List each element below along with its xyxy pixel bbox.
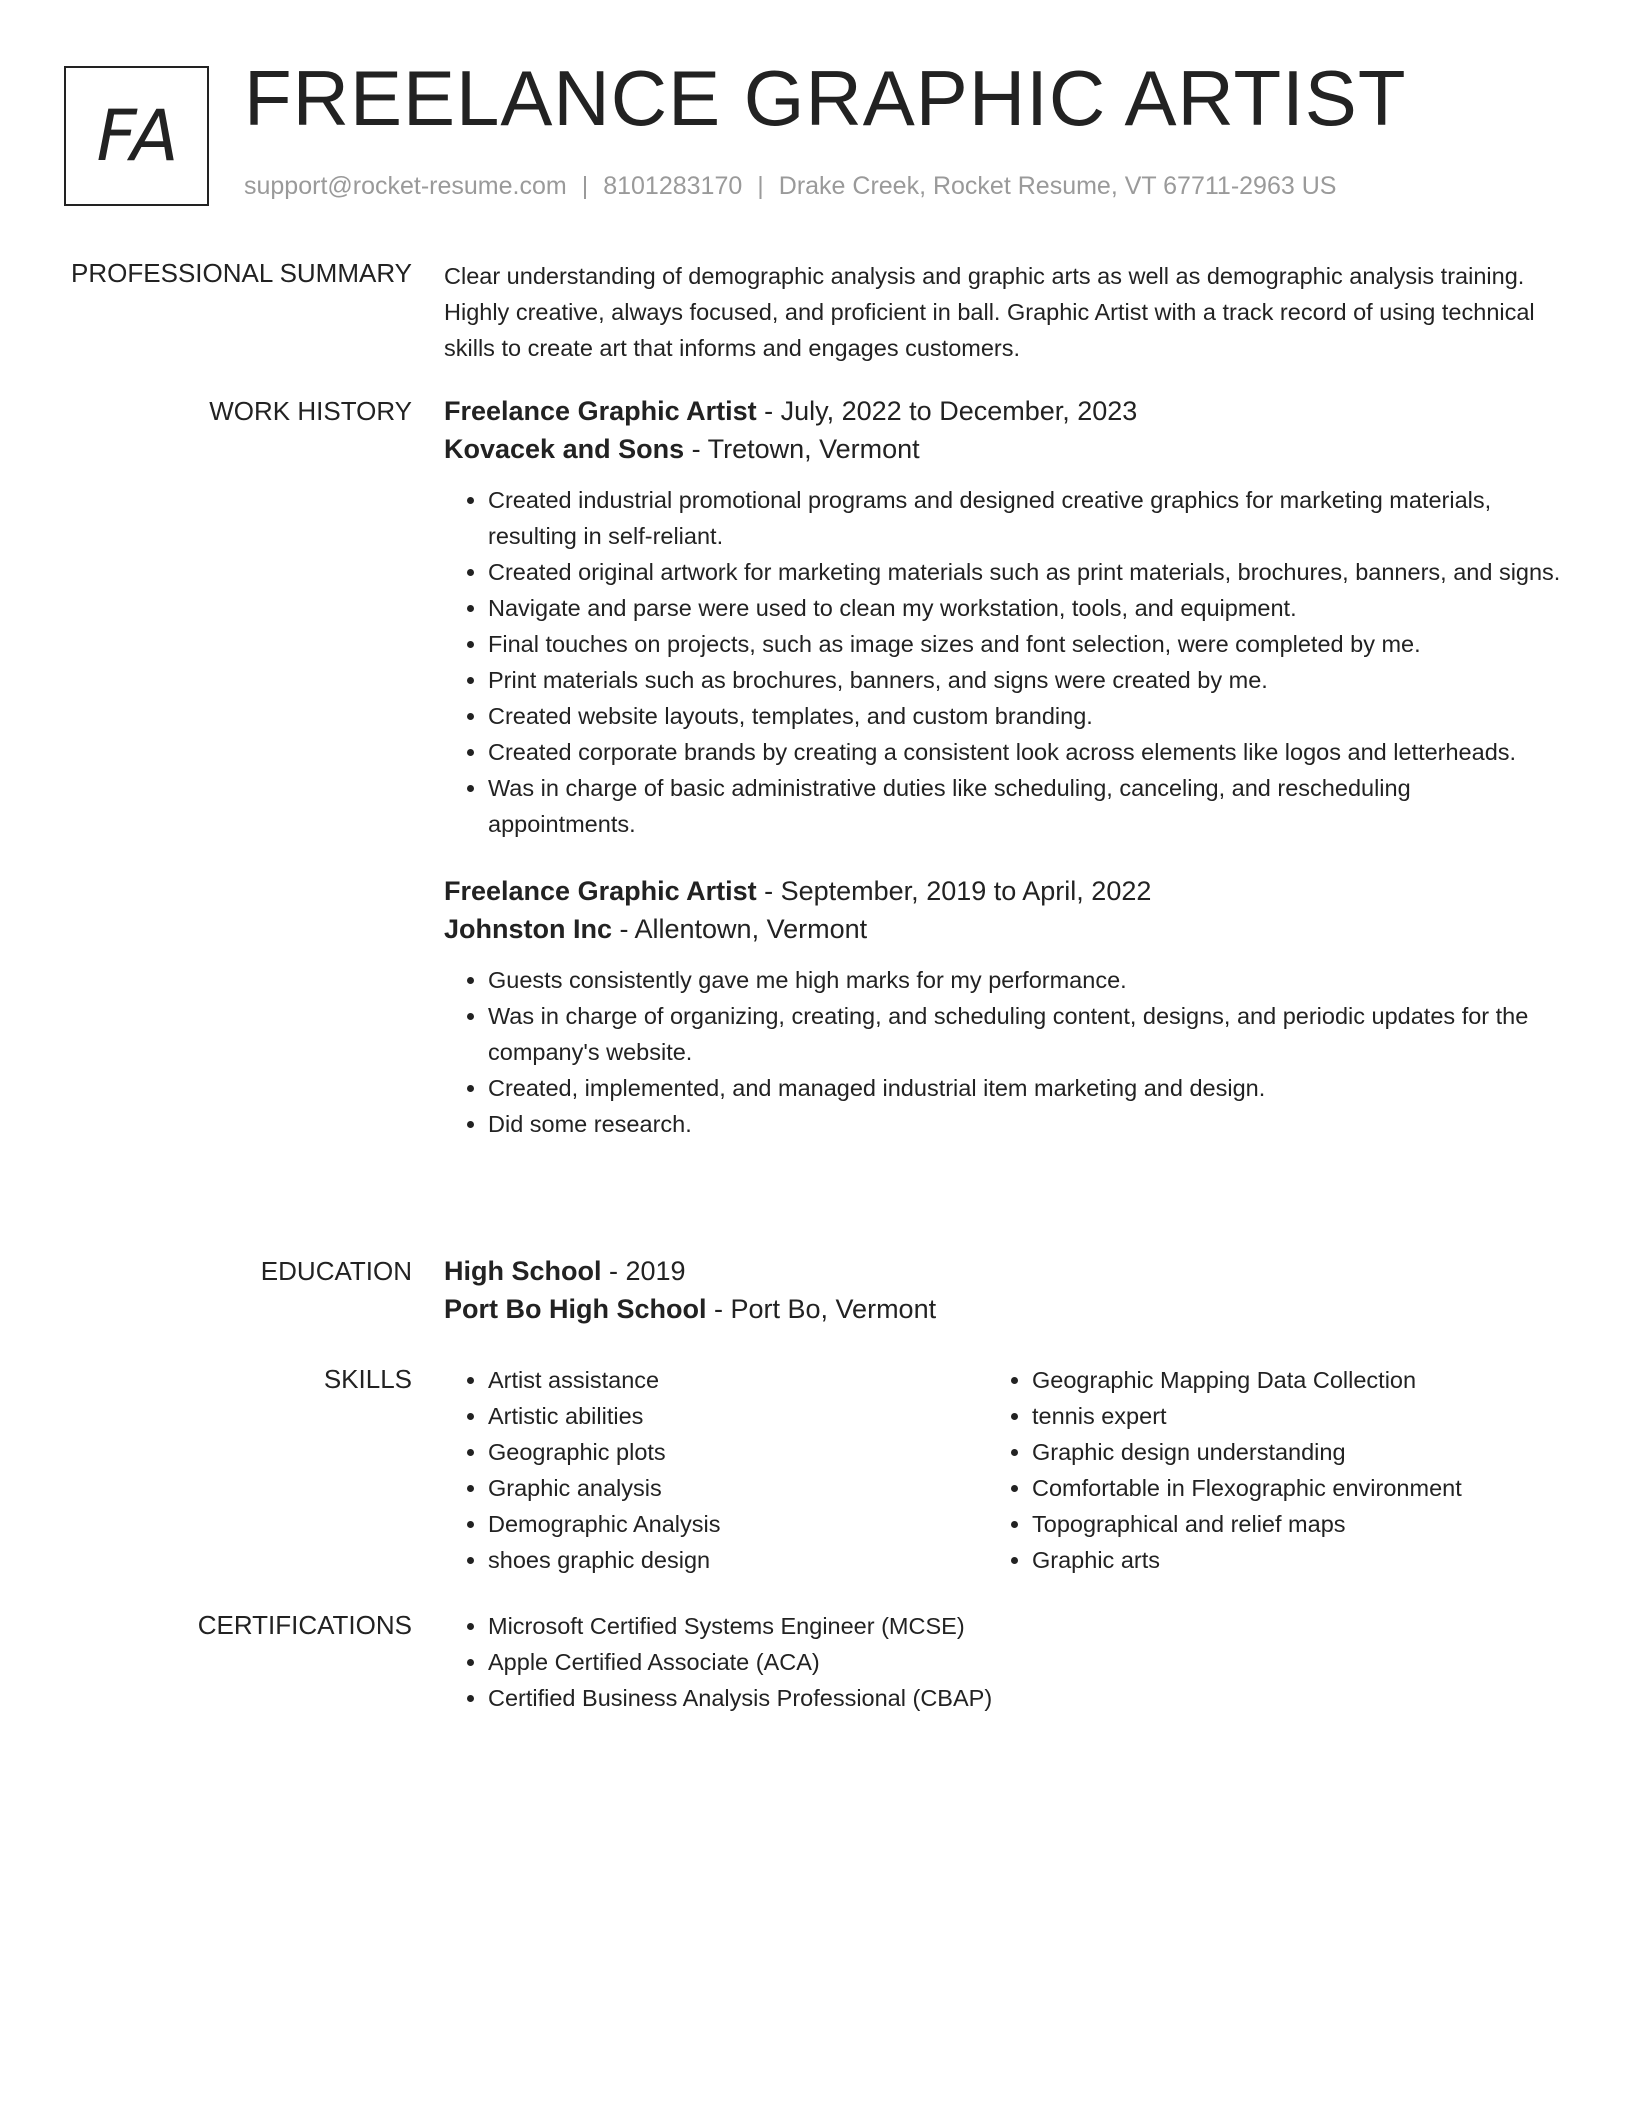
job-bullet: • Did some research. [488,1106,1564,1142]
education-year: - 2019 [601,1256,686,1286]
job-bullet: • Created original artwork for marketing materials such as print materials, brochures, banners, and signs. [488,554,1564,590]
certifications-list [444,1608,1564,1716]
contact-separator: | [581,172,589,200]
job-bullet: • Created, implemented, and managed industrial item marketing and design. [488,1070,1564,1106]
job-bullet: • Was in charge of basic administrative duties like scheduling, canceling, and rescheduling appointments. [488,770,1564,842]
education-degree-line [444,1252,1564,1290]
job-role: Freelance Graphic Artist [444,396,757,426]
job-bullet: • Was in charge of organizing, creating, and scheduling content, designs, and periodic updates for the company's website. [488,998,1564,1070]
skill-item: • shoes graphic design [488,1542,988,1578]
skill-item: • tennis expert [1032,1398,1552,1434]
certifications-heading: CERTIFICATIONS [197,1610,412,1640]
job-company-line [444,430,1564,468]
work-history-heading: WORK HISTORY [209,396,412,426]
job-bullet: • Created website layouts, templates, and custom branding. [488,698,1564,734]
job-entry [444,872,1564,1142]
skill-item: • Graphic analysis [488,1470,988,1506]
skill-item: • Graphic design understanding [1032,1434,1552,1470]
education-heading: EDUCATION [260,1256,412,1286]
resume-name: FREELANCE GRAPHIC ARTIST [244,54,1407,142]
contact-phone: 8101283170 [603,172,743,200]
job-title-line [444,392,1564,430]
certification-item: • Apple Certified Associate (ACA) [488,1644,1564,1680]
job-bullet: • Created corporate brands by creating a consistent look across elements like logos and letterheads. [488,734,1564,770]
education-school: Port Bo High School [444,1294,707,1324]
certification-item: • Microsoft Certified Systems Engineer (MCSE) [488,1608,1564,1644]
monogram-initials: FA [96,95,177,177]
job-entry [444,392,1564,842]
skill-item: • Geographic plots [488,1434,988,1470]
job-list [444,392,1564,1142]
skill-item: • Graphic arts [1032,1542,1552,1578]
contact-email: support@rocket-resume.com [244,172,567,200]
job-bullet: • Print materials such as brochures, banners, and signs were created by me. [488,662,1564,698]
skills-heading: SKILLS [323,1364,412,1394]
skills-column-right [988,1362,1552,1578]
education-degree: High School [444,1256,602,1286]
job-dates: - September, 2019 to April, 2022 [756,876,1152,906]
job-bullet: • Created industrial promotional programs and designed creative graphics for marketing materials, resulting in self-reliant. [488,482,1564,554]
job-role: Freelance Graphic Artist [444,876,757,906]
skills-column-left [444,1362,988,1578]
education-location: - Port Bo, Vermont [706,1294,937,1324]
skill-item: • Artist assistance [488,1362,988,1398]
contact-address: Drake Creek, Rocket Resume, VT 67711-2963 US [778,172,1337,200]
summary-heading: PROFESSIONAL SUMMARY [71,258,412,288]
job-dates: - July, 2022 to December, 2023 [756,396,1138,426]
skill-item: • Demographic Analysis [488,1506,988,1542]
job-bullet: • Navigate and parse were used to clean my workstation, tools, and equipment. [488,590,1564,626]
certification-item: • Certified Business Analysis Professional (CBAP) [488,1680,1564,1716]
job-bullet: • Guests consistently gave me high marks for my performance. [488,962,1564,998]
skill-item: • Topographical and relief maps [1032,1506,1552,1542]
job-company-line [444,910,1564,948]
summary-text: Clear understanding of demographic analysis and graphic arts as well as demographic analysis training. Highly creative, always focused, and proficient in ball. Graphic Artist with a track record of using technical skills to create art that informs and engages customers. [444,263,1535,361]
job-bullet-list [444,482,1564,842]
skills-grid [444,1362,1564,1578]
job-bullet-list [444,962,1564,1142]
skill-item: • Geographic Mapping Data Collection [1032,1362,1552,1398]
job-company: Johnston Inc [444,914,612,944]
job-title-line [444,872,1564,910]
skill-item: • Comfortable in Flexographic environment [1032,1470,1552,1506]
job-location: - Tretown, Vermont [684,434,920,464]
job-location: - Allentown, Vermont [612,914,868,944]
job-bullet: • Final touches on projects, such as image sizes and font selection, were completed by me. [488,626,1564,662]
contact-line [244,172,1336,201]
monogram-box [64,66,209,206]
skill-item: • Artistic abilities [488,1398,988,1434]
education-school-line [444,1290,1564,1328]
job-company: Kovacek and Sons [444,434,685,464]
contact-separator: | [757,172,764,200]
